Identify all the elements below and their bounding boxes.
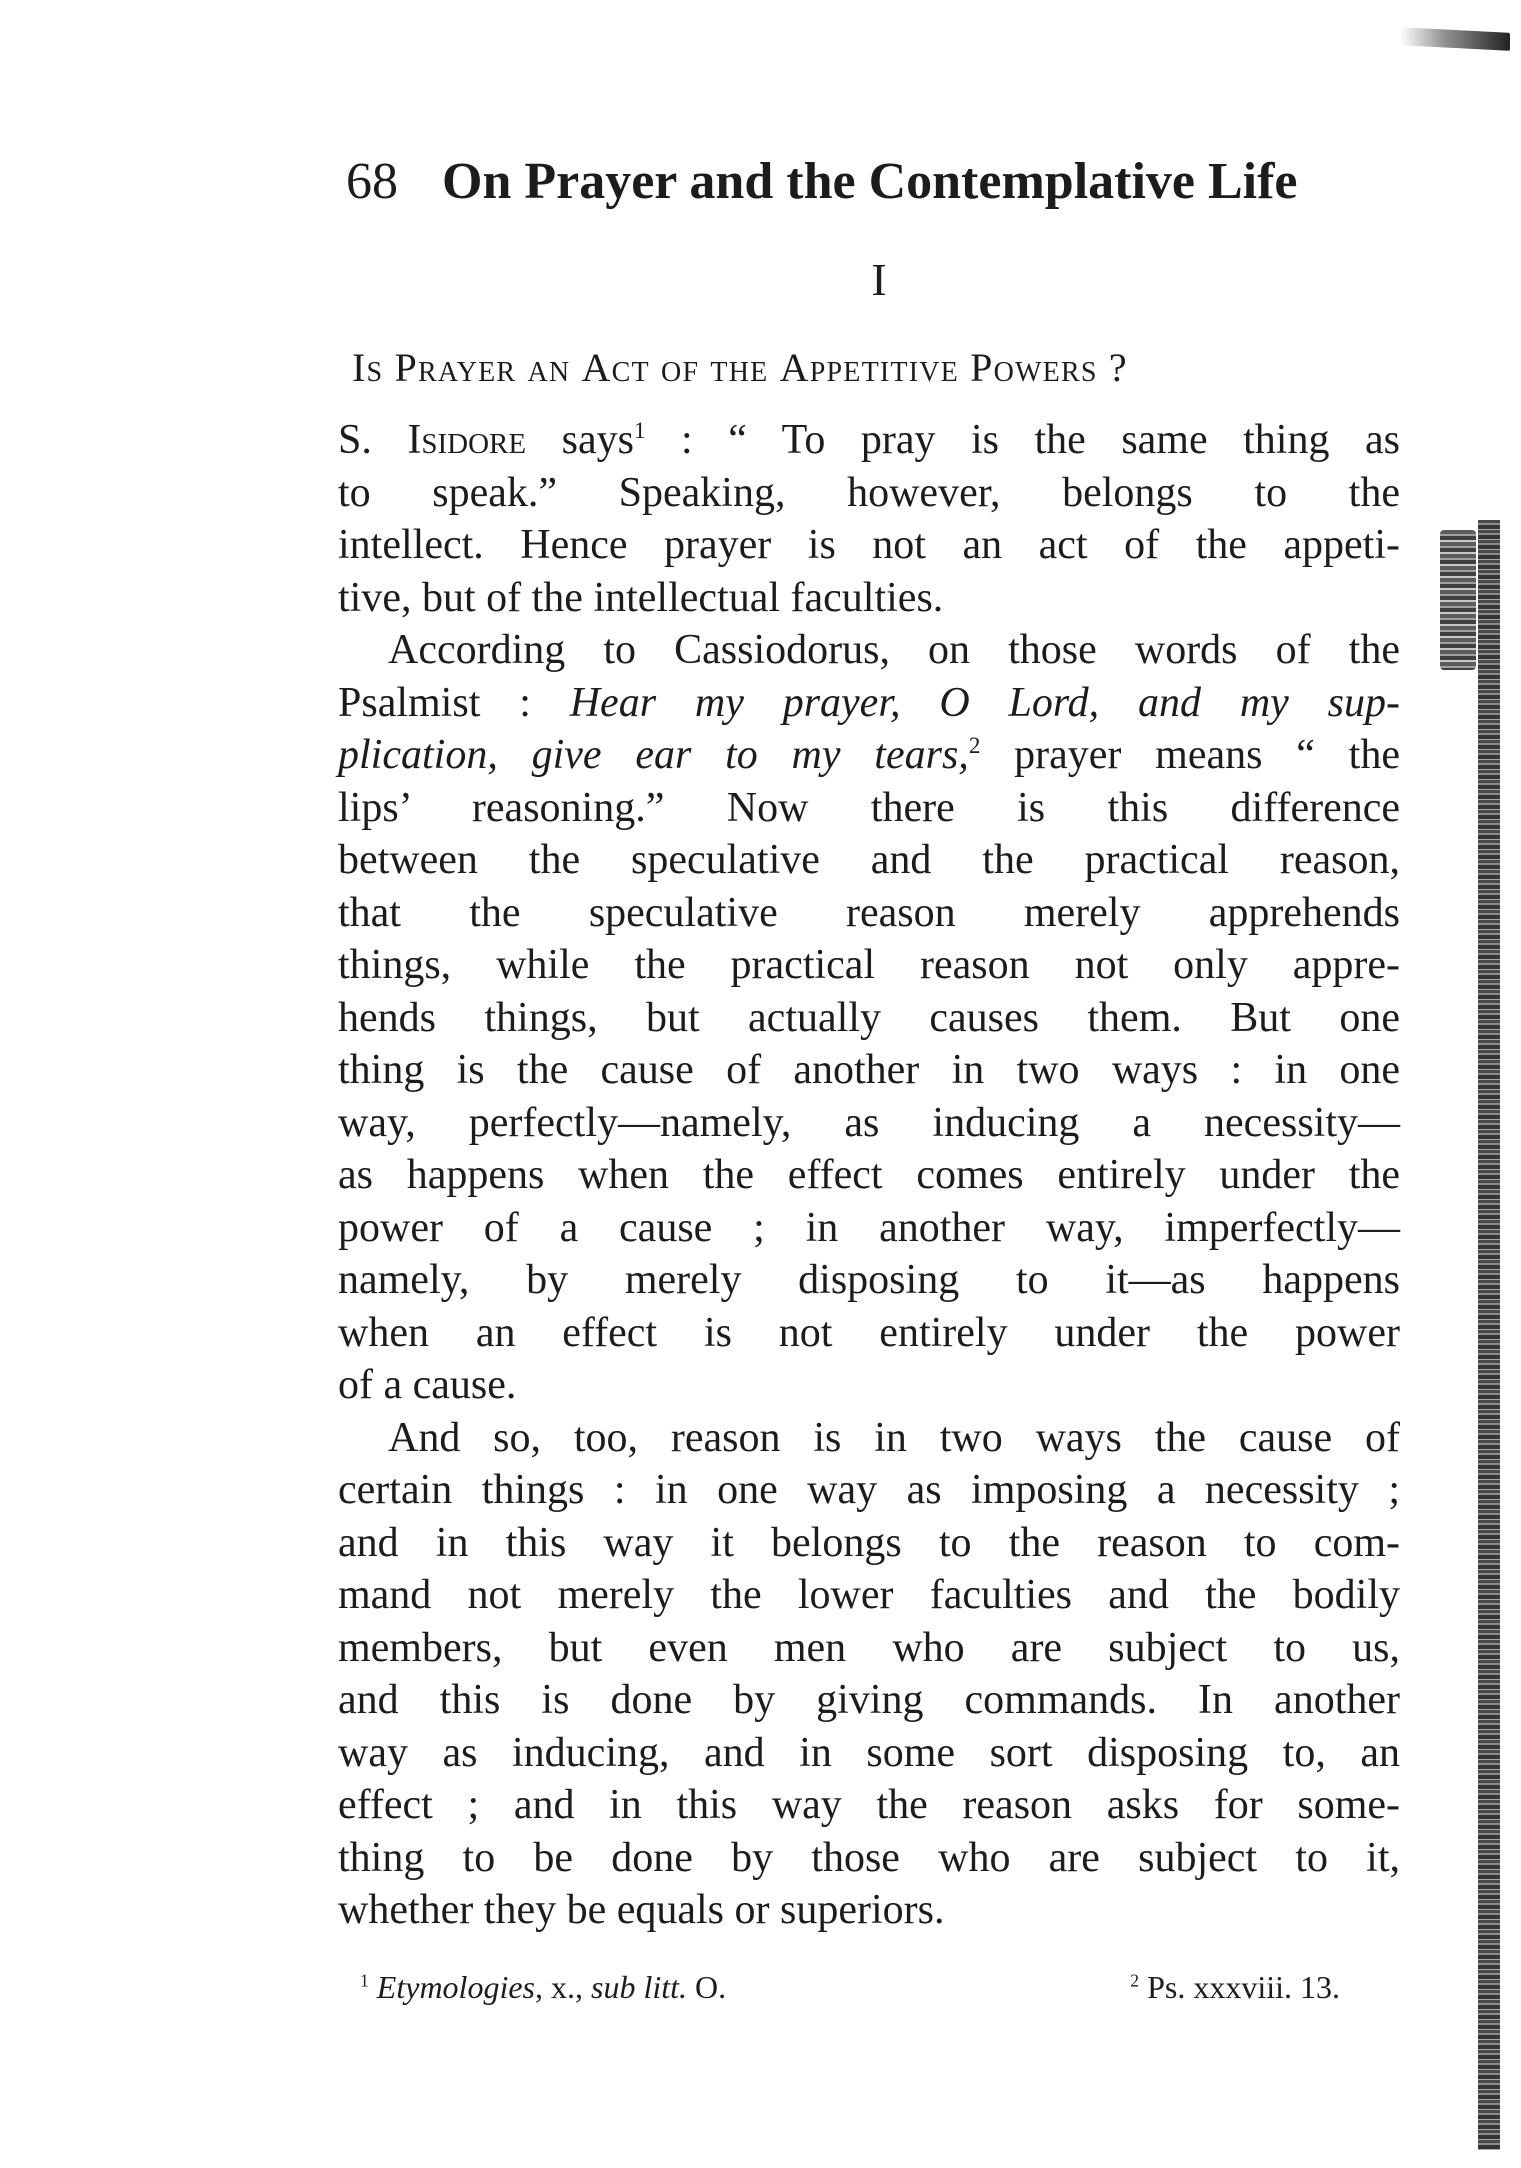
text-line: plication, give ear to my tears,$^2$ prayer means “ the — [338, 732, 1400, 778]
text-line: And so, too, reason is in two ways the cause of — [388, 1414, 1400, 1461]
text-line: way, perfectly—namely, as inducing a necessity— — [338, 1099, 1400, 1146]
text-line: hends things, but actually causes them. But one — [338, 994, 1400, 1041]
running-title: On Prayer and the Contemplative Life — [442, 153, 1298, 210]
paragraph-1 — [338, 414, 1400, 624]
body-text — [338, 414, 1400, 1937]
text-line: when an effect is not entirely under the power — [338, 1309, 1400, 1356]
scan-artifact-binding-upper — [1440, 530, 1476, 670]
scan-artifact-top — [1400, 27, 1510, 51]
page-number: 68 — [346, 153, 398, 210]
section-number: I — [871, 254, 887, 305]
text-line: and in this way it belongs to the reason to com- — [338, 1519, 1400, 1566]
text-line: whether they be equals or superiors. — [338, 1887, 945, 1933]
text-line: way as inducing, and in some sort disposing to, an — [338, 1729, 1400, 1776]
text-line: lips’ reasoning.” Now there is this difference — [338, 784, 1400, 831]
footnote-2: $^2$ Ps. xxxviii. 13. — [1130, 1968, 1340, 2005]
text-line: effect ; and in this way the reason asks for some- — [338, 1782, 1400, 1828]
text-line: of a cause. — [338, 1362, 517, 1408]
text-line: as happens when the effect comes entirely under the — [338, 1152, 1400, 1198]
section-question: Is Prayer an Act of the Appetitive Powers ? — [352, 345, 1128, 390]
text-line: thing to be done by those who are subject to it, — [338, 1834, 1400, 1881]
text-line: Psalmist : Hear my prayer, O Lord, and my sup- — [338, 679, 1400, 726]
text-line: members, but even men who are subject to us, — [338, 1624, 1400, 1671]
text-line: According to Cassiodorus, on those words of the — [388, 627, 1400, 673]
paragraph-2 — [338, 624, 1400, 1412]
text-column — [338, 150, 1400, 2009]
text-line: namely, by merely disposing to it—as happens — [338, 1257, 1400, 1303]
footnotes — [338, 1965, 1400, 2009]
text-line: to speak.” Speaking, however, belongs to the — [338, 469, 1400, 516]
text-line: certain things : in one way as imposing a necessity ; — [338, 1467, 1400, 1513]
text-line: things, while the practical reason not only appre- — [338, 942, 1400, 988]
text-line: power of a cause ; in another way, imperfectly— — [338, 1204, 1400, 1251]
text-line: S. Isidore says$^1$ : “ To pray is the same thing as — [338, 417, 1400, 463]
text-line: thing is the cause of another in two ways : in one — [338, 1047, 1400, 1093]
text-line: that the speculative reason merely apprehends — [338, 889, 1400, 936]
text-line: tive, but of the intellectual faculties. — [338, 574, 944, 621]
running-head — [346, 150, 1400, 214]
text-line: mand not merely the lower faculties and the bodily — [338, 1572, 1400, 1618]
scan-artifact-binding-edge — [1478, 520, 1500, 2150]
text-line: and this is done by giving commands. In another — [338, 1677, 1400, 1723]
text-line: between the speculative and the practical reason, — [338, 837, 1400, 883]
text-line: intellect. Hence prayer is not an act of the appeti- — [338, 522, 1400, 568]
paragraph-3 — [338, 1412, 1400, 1937]
footnote-1: $^1$ Etymologies, x., sub litt. O. — [360, 1968, 727, 2005]
